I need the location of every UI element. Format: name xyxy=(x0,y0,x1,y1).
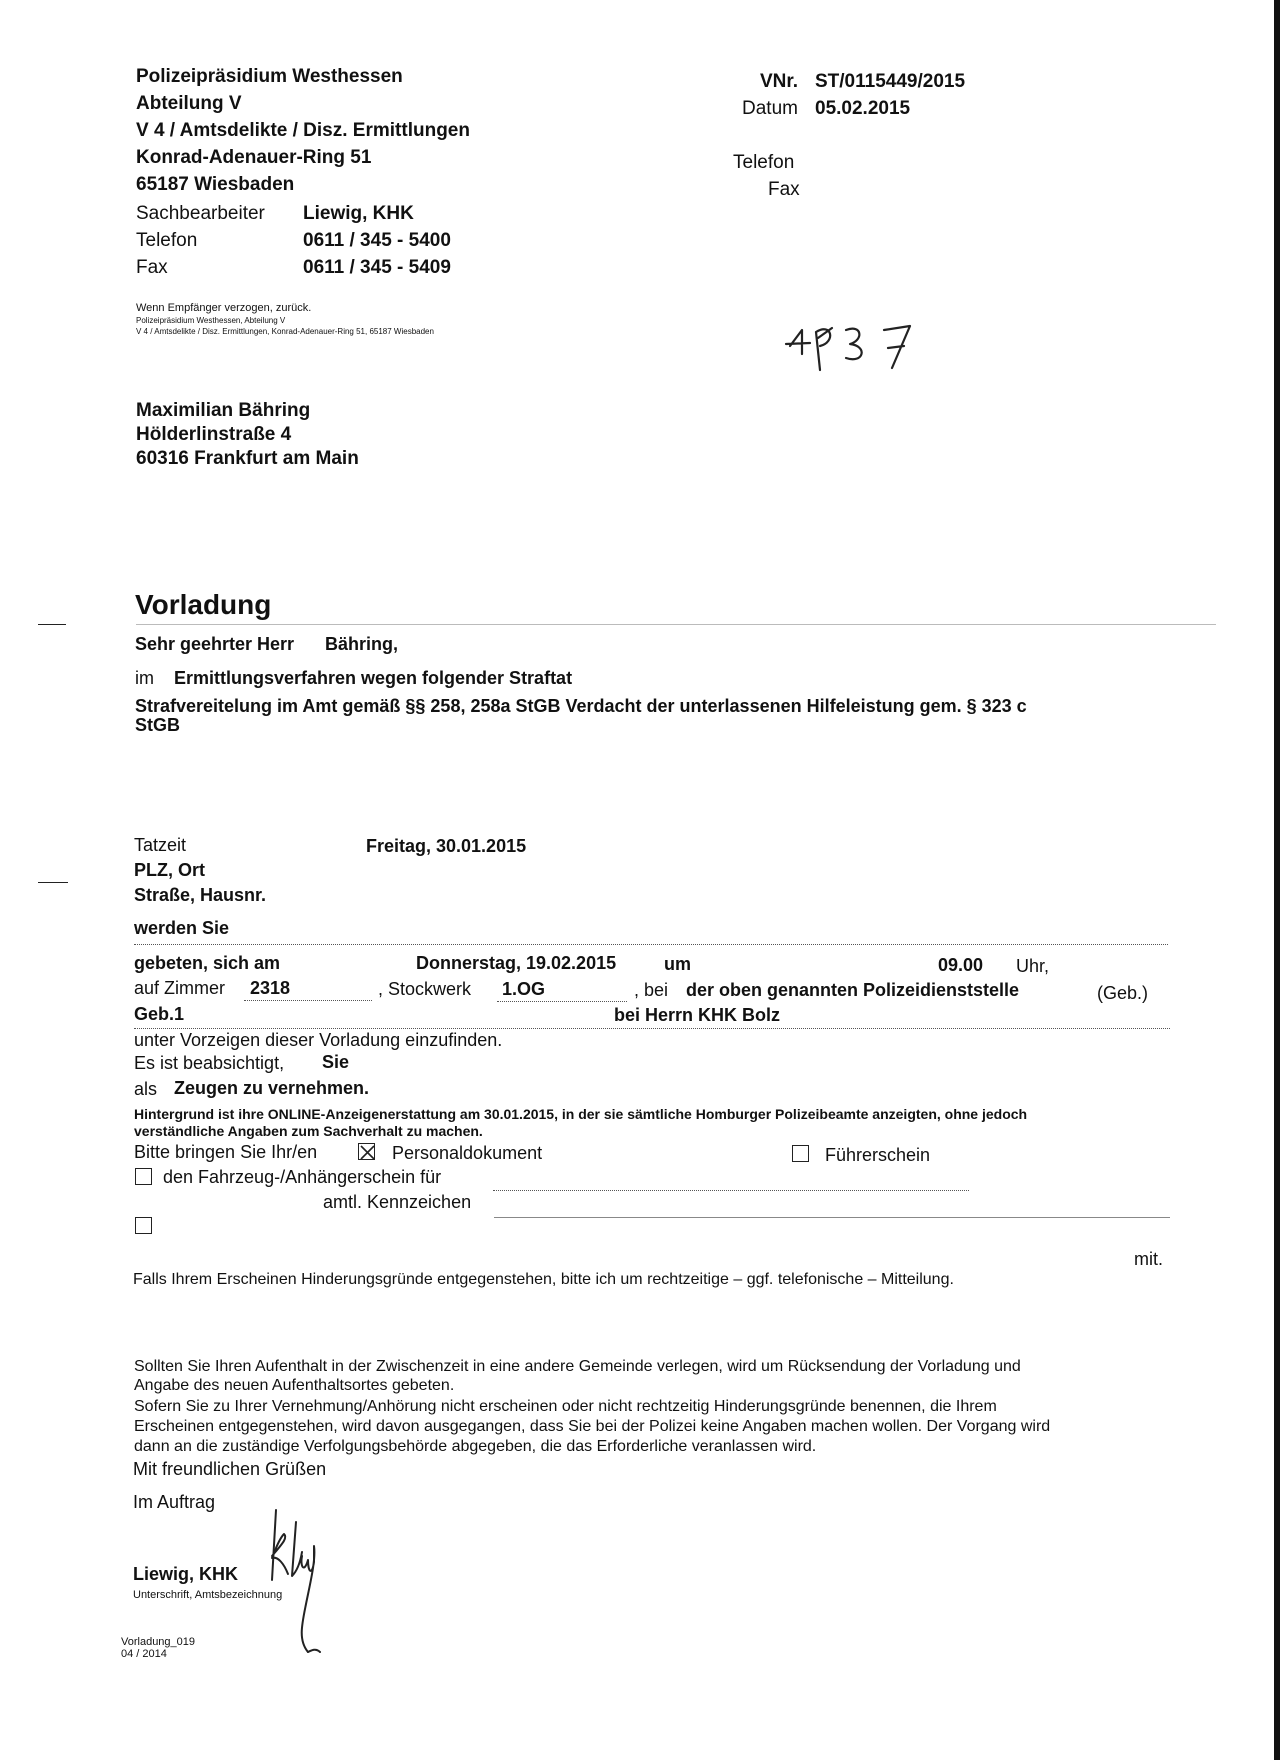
vnr-label: VNr. xyxy=(760,71,799,92)
appointment-location: der oben genannten Polizeidienststelle xyxy=(686,980,1020,1000)
recipient-name: Maximilian Bähring xyxy=(136,400,311,421)
fahrzeugschein-checkbox[interactable] xyxy=(135,1168,152,1185)
proceeding-text: Ermittlungsverfahren wegen folgender Straftat xyxy=(174,668,573,688)
clerk-value: Liewig, KHK xyxy=(303,203,414,224)
fahrzeugschein-underline xyxy=(493,1190,969,1191)
stockwerk-label: , Stockwerk xyxy=(378,979,472,999)
salutation-prefix: Sehr geehrter Herr xyxy=(135,634,295,654)
gebeten-label: gebeten, sich am xyxy=(134,953,281,973)
sender-org: Polizeipräsidium Westhessen xyxy=(136,66,403,87)
plz-label: PLZ, Ort xyxy=(134,860,205,880)
zimmer-label: auf Zimmer xyxy=(134,978,226,998)
fuehrerschein-label: Führerschein xyxy=(825,1145,931,1165)
rule-geb xyxy=(134,1028,1170,1029)
appointment-um: um xyxy=(664,954,691,974)
scan-edge xyxy=(1274,0,1280,1760)
bring-label: Bitte bringen Sie Ihr/en xyxy=(134,1142,318,1162)
stockwerk-underline xyxy=(497,1001,627,1002)
sender-phone-label: Telefon xyxy=(136,230,198,251)
tatzeit-value: Freitag, 30.01.2015 xyxy=(366,836,527,856)
fold-mark-top xyxy=(38,624,66,625)
ref-phone-label: Telefon xyxy=(733,152,795,173)
im-auftrag: Im Auftrag xyxy=(133,1492,216,1512)
recipient-city: 60316 Frankfurt am Main xyxy=(136,448,359,469)
absence-line-1: Sofern Sie zu Ihrer Vernehmung/Anhörung nicht erscheinen oder nicht rechtzeitig Hinderungsgründe benennen, die Ihrem xyxy=(134,1398,997,1415)
form-version: 04 / 2014 xyxy=(121,1648,167,1660)
geb-paren: (Geb.) xyxy=(1097,983,1149,1003)
appointment-time: 09.00 xyxy=(938,955,984,975)
sender-street: Konrad-Adenauer-Ring 51 xyxy=(136,147,372,168)
appointment-date: Donnerstag, 19.02.2015 xyxy=(416,953,617,973)
ref-fax-label: Fax xyxy=(768,179,800,200)
sender-fax-value: 0611 / 345 - 5409 xyxy=(303,257,451,278)
geb-value: Geb.1 xyxy=(134,1004,185,1024)
stockwerk-value: 1.OG xyxy=(502,979,546,999)
return-line-2: Polizeipräsidium Westhessen, Abteilung V xyxy=(136,316,286,325)
als-label: als xyxy=(134,1079,158,1099)
proceeding-prefix: im xyxy=(135,668,154,688)
sender-unit: V 4 / Amtsdelikte / Disz. Ermittlungen xyxy=(136,120,470,141)
signer-caption: Unterschrift, Amtsbezeichnung xyxy=(133,1589,283,1601)
background-line-1: Hintergrund ist ihre ONLINE-Anzeigenerstattung am 30.01.2015, in der sie sämtliche Homburger Polizeibeamte anzeigten, ohne jedoch xyxy=(134,1106,1028,1122)
zimmer-underline xyxy=(244,1000,372,1001)
als-value: Zeugen zu vernehmen. xyxy=(174,1078,370,1098)
checkmark-x-icon xyxy=(359,1144,376,1161)
beabsichtigt-label: Es ist beabsichtigt, xyxy=(134,1053,285,1073)
handwritten-note-4p37 xyxy=(780,318,940,378)
street-label: Straße, Hausnr. xyxy=(134,885,267,905)
appointment-uhr: Uhr, xyxy=(1016,956,1050,976)
return-line-3: V 4 / Amtsdelikte / Disz. Ermittlungen, Konrad-Adenauer-Ring 51, 65187 Wiesbaden xyxy=(136,327,434,336)
return-line-1: Wenn Empfänger verzogen, zurück. xyxy=(136,302,312,314)
fold-mark-middle xyxy=(38,882,68,883)
kennzeichen-underline xyxy=(494,1217,1170,1218)
offense-line-2: StGB xyxy=(135,715,180,735)
bei-label: , bei xyxy=(634,980,669,1000)
rule-werden xyxy=(134,944,1168,945)
other-item-checkbox[interactable] xyxy=(135,1217,152,1234)
relocation-line-2: Angabe des neuen Aufenthaltsortes gebeten. xyxy=(134,1377,455,1394)
handwritten-signature xyxy=(262,1500,362,1660)
hinderung-text: Falls Ihrem Erscheinen Hinderungsgründe entgegenstehen, bitte ich um rechtzeitige – ggf. telefonische – Mitteilung. xyxy=(133,1271,954,1288)
absence-line-3: dann an die zuständige Verfolgungsbehörde abgegeben, die das Erforderliche veranlassen wird. xyxy=(134,1438,817,1455)
salutation-name: Bähring, xyxy=(325,634,399,654)
vorzeigen-text: unter Vorzeigen dieser Vorladung einzufinden. xyxy=(134,1030,503,1050)
vnr-value: ST/0115449/2015 xyxy=(815,71,966,92)
sender-city: 65187 Wiesbaden xyxy=(136,174,295,195)
title-rule xyxy=(136,624,1216,625)
date-value: 05.02.2015 xyxy=(815,98,911,119)
clerk-label: Sachbearbeiter xyxy=(136,203,265,224)
sender-fax-label: Fax xyxy=(136,257,168,278)
signer-name: Liewig, KHK xyxy=(133,1564,239,1584)
werden-sie: werden Sie xyxy=(134,918,230,938)
sender-dept: Abteilung V xyxy=(136,93,242,114)
recipient-street: Hölderlinstraße 4 xyxy=(136,424,292,445)
document-title: Vorladung xyxy=(135,589,272,620)
zimmer-value: 2318 xyxy=(250,978,291,998)
beabsichtigt-value: Sie xyxy=(322,1052,350,1072)
absence-line-2: Erscheinen entgegenstehen, wird davon ausgegangen, dass Sie bei der Polizei keine Angaben machen wollen. Der Vorgang wird xyxy=(134,1418,1051,1435)
fuehrerschein-checkbox[interactable] xyxy=(792,1145,809,1162)
form-id: Vorladung_019 xyxy=(121,1636,196,1648)
appointment-person: bei Herrn KHK Bolz xyxy=(614,1005,781,1025)
personaldokument-label: Personaldokument xyxy=(392,1143,543,1163)
closing-greeting: Mit freundlichen Grüßen xyxy=(133,1459,327,1479)
fahrzeugschein-label: den Fahrzeug-/Anhängerschein für xyxy=(163,1167,442,1187)
date-label: Datum xyxy=(742,98,798,119)
personaldokument-checkbox[interactable] xyxy=(358,1143,375,1160)
offense-line-1: Strafvereitelung im Amt gemäß §§ 258, 258a StGB Verdacht der unterlassenen Hilfeleistung gem. § 323 c xyxy=(135,696,1027,716)
sender-phone-value: 0611 / 345 - 5400 xyxy=(303,230,451,251)
tatzeit-label: Tatzeit xyxy=(134,835,187,855)
background-line-2: verständliche Angaben zum Sachverhalt zu machen. xyxy=(134,1123,483,1139)
relocation-line-1: Sollten Sie Ihren Aufenthalt in der Zwischenzeit in eine andere Gemeinde verlegen, wird um Rücksendung der Vorladung und xyxy=(134,1358,1021,1375)
kennzeichen-label: amtl. Kennzeichen xyxy=(323,1192,472,1212)
mit-text: mit. xyxy=(1134,1249,1163,1269)
